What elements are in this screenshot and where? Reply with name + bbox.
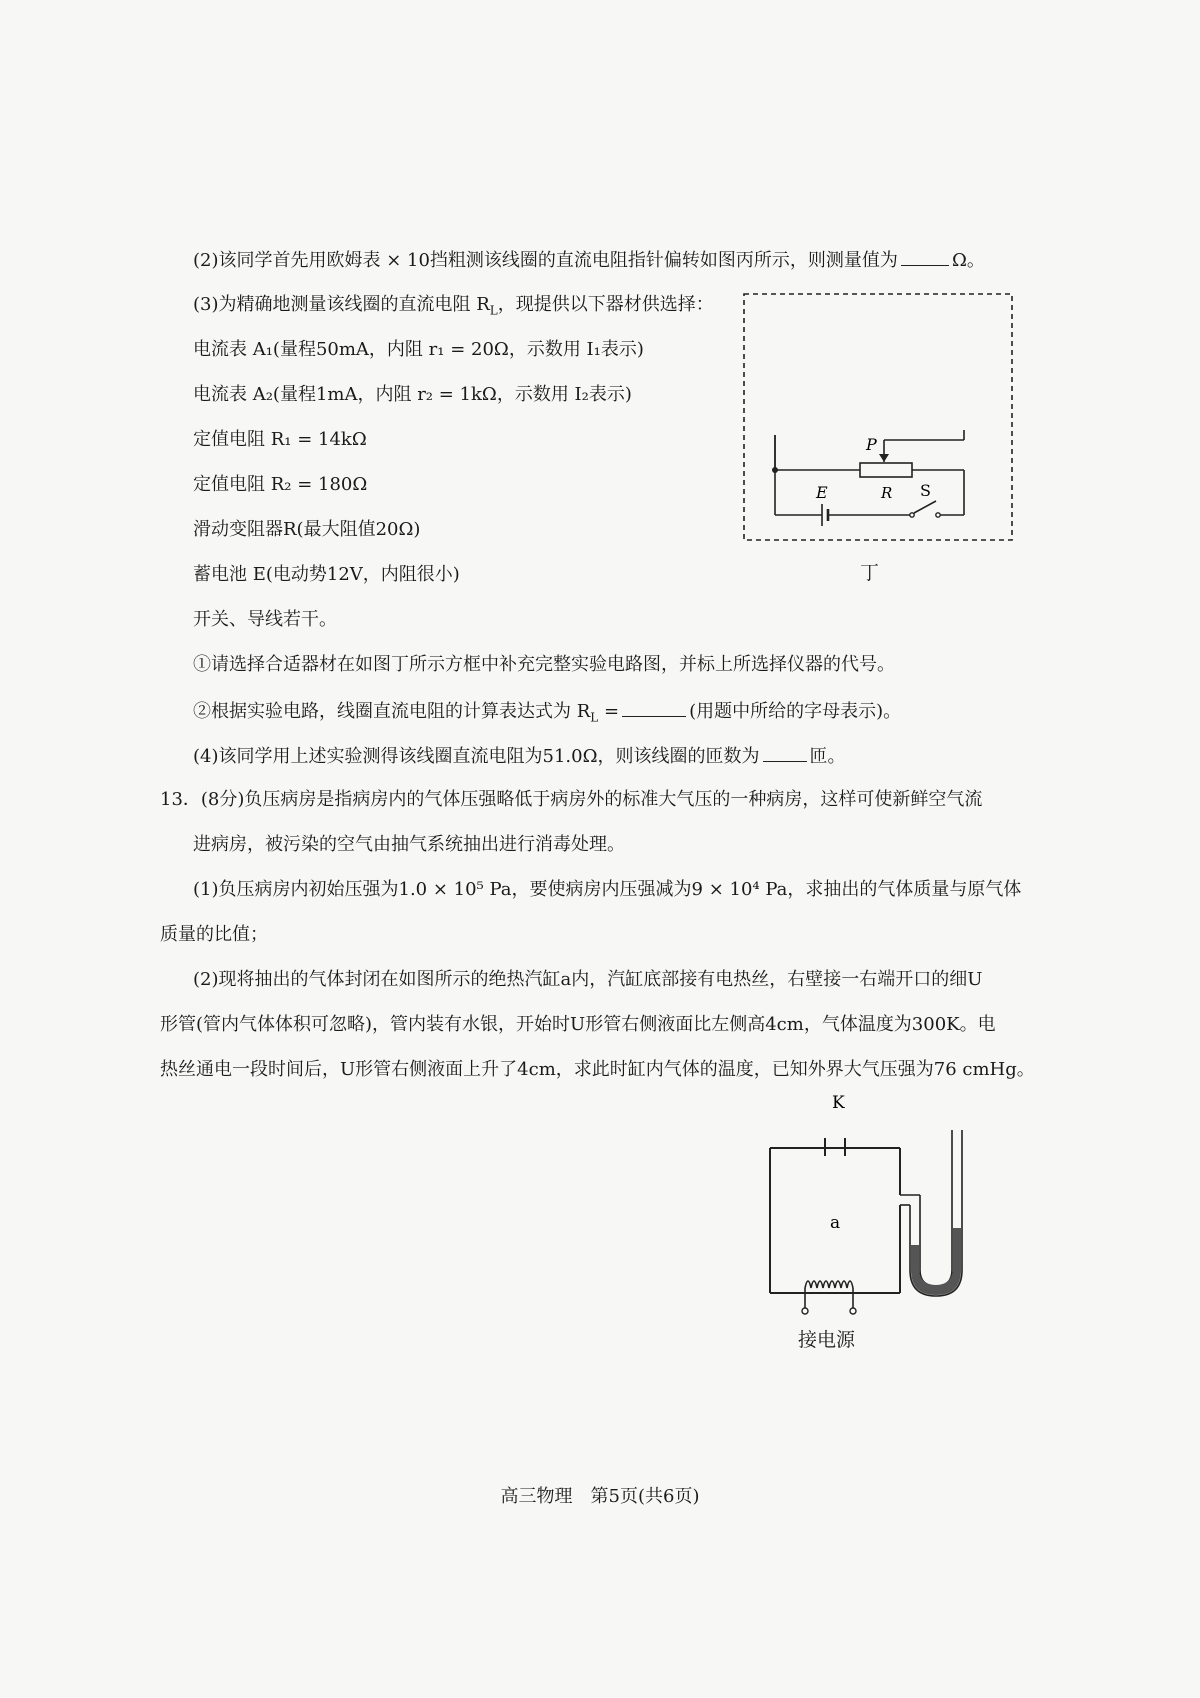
label-a: a xyxy=(830,1213,841,1233)
q12-part3: (3)为精确地测量该线圈的直流电阻 $R_L$，现提供以下器材供选择： xyxy=(193,294,714,318)
item-ammeter-a2: 电流表 A₂(量程1mA，内阻 r₂ = 1kΩ，示数用 I₂表示) xyxy=(193,384,632,405)
q13-stem-line2: 进病房，被污染的空气由抽气系统抽出进行消毒处理。 xyxy=(193,834,625,855)
label-p: P xyxy=(866,435,877,454)
u-tube-outer xyxy=(920,1130,952,1286)
figure-ding-caption: 丁 xyxy=(860,562,880,584)
item-battery: 蓄电池 E(电动势12V，内阻很小) xyxy=(193,564,460,585)
answer-blank xyxy=(622,698,686,717)
q13-stem-line1: 13．(8分)负压病房是指病房内的气体压强略低于病房外的标准大气压的一种病房，这样可使新鲜空气流 xyxy=(160,789,983,810)
q12-part4: (4)该同学用上述实验测得该线圈直流电阻为51.0Ω，则该线圈的匝数为 匝。 xyxy=(193,743,846,769)
item-ammeter-a1: 电流表 A₁(量程50mA，内阻 r₁ = 20Ω，示数用 I₁表示) xyxy=(193,339,644,360)
item-rheostat: 滑动变阻器R(最大阻值20Ω) xyxy=(193,519,421,540)
terminal xyxy=(850,1308,856,1314)
rheostat-symbol xyxy=(860,463,912,477)
switch-blade xyxy=(914,501,936,513)
label-r: R xyxy=(881,484,893,502)
q13-part1-line2: 质量的比值； xyxy=(160,924,268,945)
item-misc: 开关、导线若干。 xyxy=(193,609,337,630)
q12-part2: (2)该同学首先用欧姆表 × 10挡粗测该线圈的直流电阻指针偏转如图丙所示，则测量值为 Ω。 xyxy=(193,247,985,273)
dashed-frame xyxy=(744,294,1012,540)
label-e: E xyxy=(816,483,828,502)
mercury xyxy=(911,1228,961,1295)
label-s: S xyxy=(920,481,931,500)
switch-contact xyxy=(910,513,914,517)
q13-part2-line3: 热丝通电一段时间后，U形管右侧液面上升了4cm，求此时缸内气体的温度，已知外界大气压强为76 cmHg。 xyxy=(160,1059,1035,1080)
q12-sub2: ②根据实验电路，线圈直流电阻的计算表达式为 $R_L$ = (用题中所给的字母表示)。 xyxy=(193,698,901,730)
slider-arrow xyxy=(879,454,889,462)
item-resistor-r2: 定值电阻 R₂ = 180Ω xyxy=(193,474,368,495)
figure-cylinder-caption: 接电源 xyxy=(798,1329,856,1351)
q12-sub1: ①请选择合适器材在如图丁所示方框中补充完整实验电路图，并标上所选择仪器的代号。 xyxy=(193,654,895,675)
q13-part2-line1: (2)现将抽出的气体封闭在如图所示的绝热汽缸a内，汽缸底部接有电热丝，右壁接一右端开口的细U xyxy=(193,969,983,990)
page-footer: 高三物理 第5页(共6页) xyxy=(500,1486,700,1507)
item-resistor-r1: 定值电阻 R₁ = 14kΩ xyxy=(193,429,367,450)
terminal xyxy=(802,1308,808,1314)
figure-ding-circuit xyxy=(740,290,1020,550)
q13-part1-line1: (1)负压病房内初始压强为1.0 × 10⁵ Pa，要使病房内压强减为9 × 10⁴ Pa，求抽出的气体质量与原气体 xyxy=(193,879,1022,900)
switch-contact xyxy=(936,513,940,517)
answer-blank xyxy=(901,247,949,266)
label-k: K xyxy=(832,1093,845,1113)
q13-part2-line2: 形管(管内气体体积可忽略)，管内装有水银，开始时U形管右侧液面比左侧高4cm，气体温度为300K。电 xyxy=(160,1014,996,1035)
heating-coil xyxy=(805,1281,853,1288)
answer-blank xyxy=(763,743,807,762)
figure-cylinder-utube xyxy=(760,1090,1010,1320)
